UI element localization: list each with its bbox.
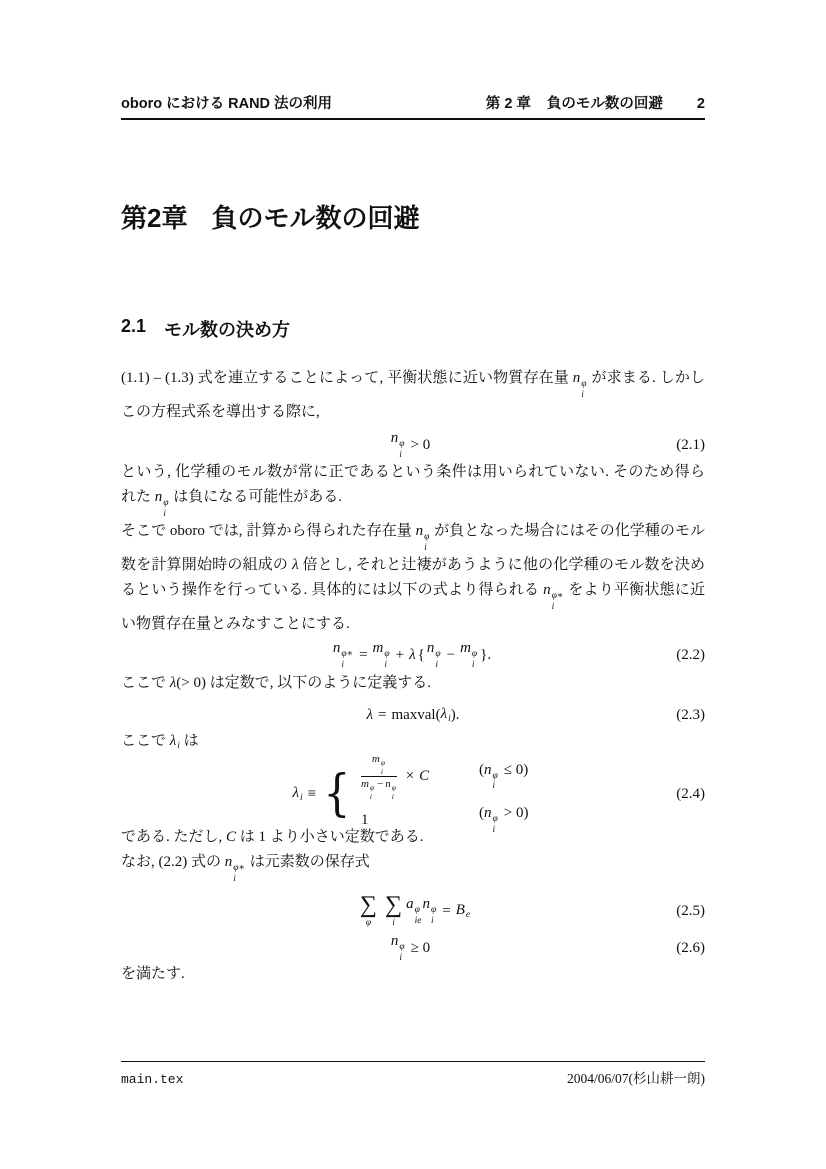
chapter-number: 第2章	[121, 203, 188, 233]
var-lambda: λ	[409, 646, 416, 663]
equals-sign: =	[377, 706, 387, 723]
minus-sign: −	[446, 646, 456, 663]
geq-zero: ≥ 0	[410, 939, 431, 956]
equation-2-1	[121, 430, 705, 460]
var-lambda: λ	[440, 706, 448, 722]
subscript-i: i	[341, 659, 344, 670]
page-header	[121, 92, 705, 120]
math-lambda-i	[293, 785, 303, 803]
paragraph-4	[121, 671, 705, 696]
page-number: 2	[696, 96, 705, 112]
scripts	[581, 380, 586, 400]
subscript-i: i	[391, 791, 394, 801]
equals-sign: =	[359, 646, 368, 663]
var-n: n	[415, 523, 424, 539]
subscript-i: i	[424, 542, 427, 553]
subscript-i: i	[551, 601, 555, 612]
subscript-i: i	[492, 824, 496, 835]
fraction-denominator	[361, 777, 397, 800]
equation-number-2-2: (2.2)	[676, 646, 705, 663]
var-n: n	[224, 854, 233, 870]
var-a: a	[406, 896, 414, 912]
fraction	[361, 753, 397, 800]
math-lambda-i	[441, 706, 451, 724]
open-paren: (	[478, 805, 484, 821]
superscript-phi: φ	[369, 783, 375, 792]
math-m-phi	[373, 640, 391, 670]
p5-text-2: は	[179, 733, 199, 749]
math-n-phi-star	[543, 582, 564, 612]
var-lambda: λ	[169, 733, 177, 749]
subscript-i: i	[177, 741, 180, 751]
paragraph-8	[121, 962, 705, 987]
footer-date-author: 2004/06/07(杉山耕一朗)	[567, 1071, 705, 1086]
left-brace: {	[417, 646, 425, 663]
sum-limit-phi: φ	[365, 918, 372, 929]
var-n: n	[385, 778, 391, 790]
subscript-i: i	[581, 389, 584, 400]
superscript-phi: φ	[414, 905, 420, 915]
equation-number-2-4: (2.4)	[676, 785, 705, 802]
p6-text-2: は 1 より小さい定数である.	[236, 829, 424, 845]
cases-block	[321, 753, 533, 835]
p6-text-1: である. ただし,	[121, 829, 227, 845]
open-paren: (	[478, 761, 484, 778]
equation-number-2-5: (2.5)	[676, 902, 705, 919]
case1-value	[361, 753, 429, 800]
var-m: m	[372, 640, 384, 656]
var-lambda: λ	[169, 675, 177, 691]
superscript-phi-star: φ∗	[551, 591, 564, 601]
var-n: n	[154, 489, 163, 505]
close-paren-period: ).	[450, 706, 460, 723]
footer-filename: main.tex	[121, 1072, 184, 1087]
plus-sign: +	[395, 646, 405, 663]
var-n: n	[543, 582, 551, 598]
running-title: oboro における RAND 法の利用	[121, 96, 333, 112]
section-name: モル数の決め方	[164, 320, 291, 340]
scripts	[384, 650, 389, 670]
subscript-ie: ie	[414, 915, 422, 926]
math-n-phi	[572, 370, 588, 400]
var-lambda: λ	[366, 706, 373, 723]
var-m: m	[371, 753, 380, 765]
scripts	[552, 592, 564, 612]
superscript-phi: φ	[424, 532, 430, 542]
var-n: n	[572, 370, 581, 386]
math-a-ie-phi	[406, 896, 422, 926]
scripts	[163, 499, 168, 519]
subscript-i: i	[448, 714, 451, 724]
scripts	[492, 772, 497, 792]
case2-value	[361, 812, 369, 829]
cases-brace: {	[323, 764, 351, 823]
superscript-phi: φ	[399, 439, 405, 449]
equation-number-2-1: (2.1)	[676, 436, 705, 453]
superscript-phi: φ	[492, 814, 498, 824]
p4-text-2: (> 0) は定数で, 以下のように定義する.	[176, 675, 431, 691]
superscript-phi: φ	[399, 942, 405, 952]
equation-2-3	[121, 701, 705, 729]
var-n: n	[390, 430, 399, 446]
cases-rows	[361, 753, 533, 835]
p3-text-3: 倍とし, それと辻褄があうように他の化学種のモル数を決めるという操作を行っている. 具体的には以下の式より得られる	[121, 557, 705, 598]
math-n-phi-star	[333, 640, 354, 670]
superscript-phi: φ	[435, 649, 441, 659]
right-brace-period: }.	[480, 646, 492, 663]
open-paren: (	[435, 706, 441, 723]
subscript-i: i	[163, 508, 166, 519]
leq-zero: ≤ 0)	[503, 761, 529, 778]
var-m: m	[460, 640, 471, 656]
scripts	[233, 864, 245, 884]
sum-over-i	[385, 893, 402, 929]
constant-one: 1	[360, 811, 369, 828]
p2-text-1: という, 化学種のモル数が常に正であるという条件は用いられていない. そのため得られた	[121, 464, 705, 505]
subscript-i: i	[492, 781, 496, 791]
p1-text-2: が求まる. しかしこの方程式系を導出する際に,	[121, 370, 705, 420]
var-m: m	[360, 778, 369, 790]
subscript-i: i	[471, 659, 475, 670]
var-n: n	[483, 805, 492, 821]
superscript-phi: φ	[430, 905, 437, 915]
header-chapter-title: 負のモル数の回避	[546, 96, 663, 112]
var-n: n	[426, 640, 435, 656]
equiv-sign: ≡	[307, 785, 317, 802]
subscript-i: i	[384, 659, 388, 670]
scripts	[381, 759, 385, 775]
math-B-e	[456, 902, 470, 920]
subscript-e: e	[465, 910, 471, 920]
function-maxval: maxval	[391, 706, 436, 723]
subscript-i: i	[369, 791, 373, 801]
p4-text-1: ここで	[121, 675, 170, 691]
var-B: B	[455, 902, 465, 918]
p1-text-1: (1.1) – (1.3) 式を連立することによって, 平衡状態に近い物質存在量	[121, 370, 573, 386]
body-content	[121, 366, 705, 987]
scripts	[399, 943, 404, 963]
paragraph-2	[121, 460, 705, 519]
gt-zero: > 0)	[503, 805, 529, 821]
header-right	[486, 92, 705, 113]
superscript-phi: φ	[581, 379, 587, 389]
chapter-name: 負のモル数の回避	[211, 203, 420, 233]
sigma-symbol: ∑	[359, 892, 377, 919]
var-lambda: λ	[292, 785, 300, 801]
superscript-phi: φ	[391, 783, 396, 792]
case2-condition	[479, 805, 533, 835]
scripts	[415, 906, 422, 926]
math-n-phi-star	[224, 854, 246, 884]
math-n-phi	[422, 896, 437, 926]
p8-text-1: を満たす.	[121, 966, 185, 982]
chapter-title	[121, 202, 419, 236]
p3-text-2: が負となった場合にはその化学種のモル数を計算開始時の組成の	[121, 523, 705, 573]
scripts	[435, 650, 440, 670]
relation-gt-zero: > 0	[410, 436, 431, 453]
var-n: n	[422, 896, 430, 912]
times-sign: ×	[405, 767, 415, 784]
math-n-phi	[391, 430, 406, 460]
equals-sign: =	[442, 902, 451, 919]
paragraph-1	[121, 366, 705, 425]
scripts	[370, 784, 374, 800]
math-n-phi	[415, 523, 431, 553]
scripts	[399, 440, 404, 460]
var-lambda: λ	[292, 557, 299, 573]
scripts	[431, 906, 436, 926]
superscript-phi-star: φ∗	[233, 863, 245, 873]
p3-text-1: そこで oboro では, 計算から得られた存在量	[121, 523, 416, 539]
math-lambda-i	[170, 733, 180, 749]
scripts	[472, 650, 477, 670]
subscript-i: i	[435, 659, 438, 670]
subscript-i: i	[399, 449, 402, 460]
p3-text-4: をより平衡状態に近い物質存在量とみなすことにする.	[121, 582, 705, 632]
scripts	[424, 533, 429, 553]
fraction-numerator	[361, 753, 397, 777]
sum-limit-i: i	[392, 918, 395, 929]
header-chapter-label: 第 2 章	[485, 96, 531, 112]
math-m-phi	[460, 640, 478, 670]
subscript-i: i	[430, 915, 434, 926]
math-n-phi	[427, 640, 442, 670]
equation-2-4	[121, 753, 705, 835]
var-n: n	[332, 640, 341, 656]
scripts	[492, 815, 497, 835]
p5-text-1: ここで	[121, 733, 170, 749]
subscript-i: i	[380, 766, 383, 776]
superscript-phi: φ	[380, 758, 386, 767]
section-gap	[146, 316, 164, 342]
section-heading	[121, 316, 290, 342]
superscript-phi: φ	[492, 770, 498, 781]
var-C: C	[226, 829, 237, 845]
case1-condition	[479, 762, 533, 792]
subscript-i: i	[233, 873, 236, 884]
paragraph-3	[121, 519, 705, 637]
var-n: n	[483, 761, 492, 778]
superscript-phi: φ	[471, 649, 478, 659]
math-n-phi	[154, 489, 170, 519]
equation-2-5	[121, 888, 705, 934]
equation-number-2-3: (2.3)	[676, 706, 705, 723]
var-n: n	[390, 933, 399, 949]
equation-2-6	[121, 934, 705, 962]
chapter-gap	[187, 202, 211, 236]
superscript-phi: φ	[163, 498, 169, 508]
scripts	[341, 650, 353, 670]
subscript-i: i	[300, 793, 303, 803]
sum-over-phi	[360, 893, 377, 929]
superscript-phi-star: φ∗	[341, 649, 354, 659]
section-number: 2.1	[121, 316, 147, 336]
subscript-i: i	[399, 952, 403, 963]
p7-text-2: は元素数の保存式	[245, 854, 370, 870]
var-C: C	[419, 767, 430, 784]
paragraph-7	[121, 850, 705, 884]
p2-text-2: は負になる可能性がある.	[169, 489, 343, 505]
p7-text-1: なお, (2.2) 式の	[121, 854, 225, 870]
superscript-phi: φ	[384, 649, 390, 659]
equation-number-2-6: (2.6)	[676, 939, 705, 956]
page-footer	[121, 1061, 705, 1087]
scripts	[392, 784, 396, 800]
sigma-symbol: ∑	[385, 892, 403, 919]
math-n-phi	[391, 933, 406, 963]
equation-2-2	[121, 639, 705, 671]
minus-sign: −	[377, 778, 384, 790]
